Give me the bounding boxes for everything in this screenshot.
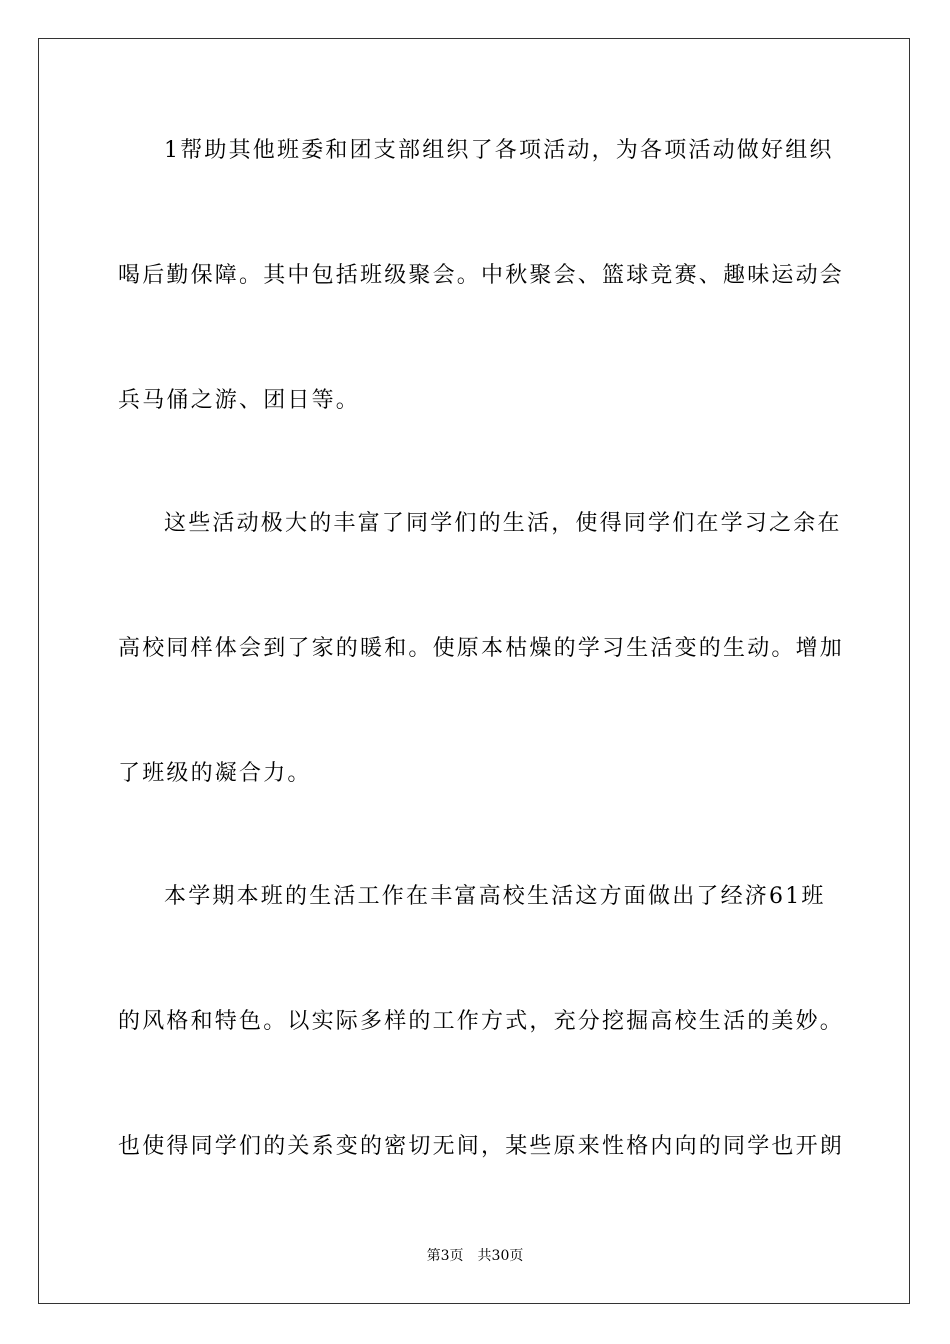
paragraph-2-line-2: 高校同样体会到了家的暖和。使原本枯燥的学习生活变的生动。增加 <box>118 636 845 661</box>
paragraph-1-line-2: 喝后勤保障。其中包括班级聚会。中秋聚会、篮球竞赛、趣味运动会 <box>118 263 845 288</box>
paragraph-3-line-1: 本学期本班的生活工作在丰富高校生活这方面做出了经济61班 <box>164 884 826 909</box>
page-border <box>38 38 910 1304</box>
paragraph-1-line-3: 兵马俑之游、团日等。 <box>118 388 361 413</box>
page-footer <box>0 1246 950 1266</box>
paragraph-2-line-1: 这些活动极大的丰富了同学们的生活，使得同学们在学习之余在 <box>164 511 842 536</box>
paragraph-3-line-2: 的风格和特色。以实际多样的工作方式，充分挖掘高校生活的美妙。 <box>118 1009 845 1034</box>
paragraph-2-line-3: 了班级的凝合力。 <box>118 761 312 786</box>
total-pages: 共30页 <box>477 1248 524 1264</box>
paragraph-1-line-1: 1帮助其他班委和团支部组织了各项活动，为各项活动做好组织 <box>164 138 834 163</box>
paragraph-3-line-3: 也使得同学们的关系变的密切无间，某些原来性格内向的同学也开朗 <box>118 1134 845 1159</box>
page-number: 第3页 <box>426 1248 464 1264</box>
